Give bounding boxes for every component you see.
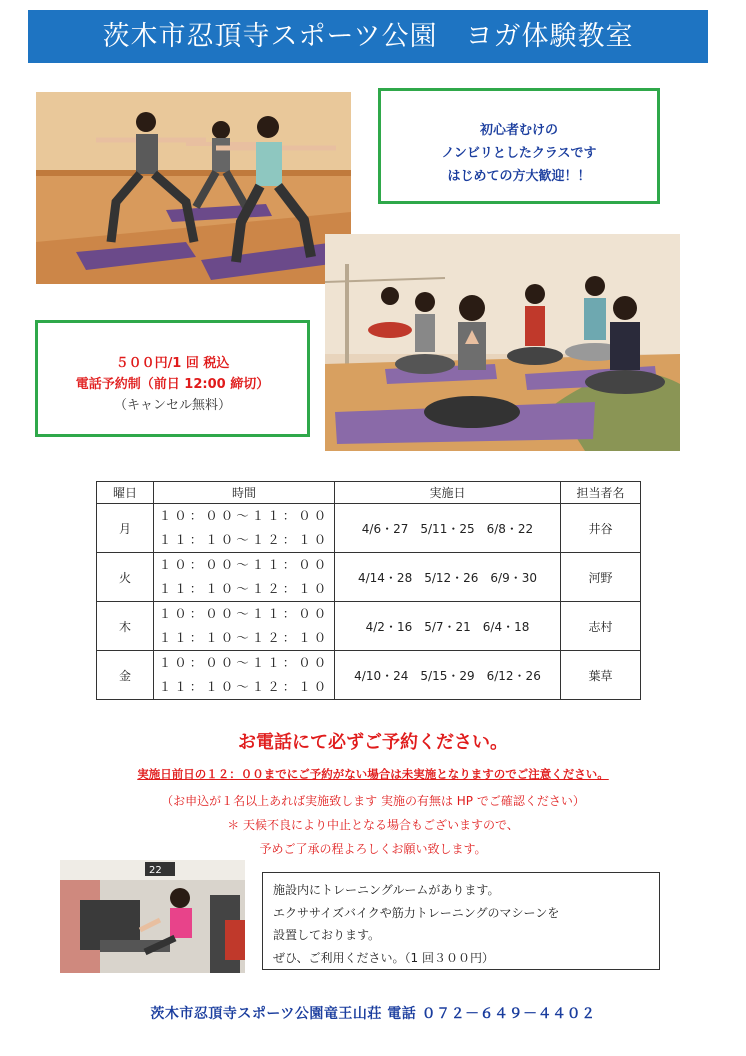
deadline-warning: 実施日前日の１２：００までにご予約がない場合は未実施となりますのでご注意ください。 — [137, 767, 609, 781]
time-slot: １１：１０～１２：１０ — [158, 630, 330, 645]
time-cell — [154, 504, 335, 553]
price-box — [35, 320, 310, 437]
time-cell — [154, 651, 335, 700]
schedule-header-row — [97, 482, 641, 504]
facility-line: ぜひ、ご利用ください。（1 回３００円） — [273, 950, 494, 965]
instructor-cell: 志村 — [561, 602, 641, 651]
table-row — [97, 602, 641, 651]
table-row — [97, 504, 641, 553]
reservation-text: 電話予約制（前日 12:00 締切） — [75, 377, 270, 392]
instructor-cell: 葉草 — [561, 651, 641, 700]
facility-info-box — [262, 872, 660, 970]
page-title: 茨木市忍頂寺スポーツ公園 ヨガ体験教室 — [28, 10, 708, 63]
yoga-seated-photo — [325, 234, 680, 451]
col-header-day: 曜日 — [97, 482, 154, 504]
contact-footer: 茨木市忍頂寺スポーツ公園竜王山荘 電話 ０７２－６４９－４４０２ — [150, 1006, 596, 1022]
cancel-text: （キャンセル無料） — [113, 398, 231, 413]
time-slot: １０：００～１１：００ — [158, 655, 330, 670]
time-slot: １０：００～１１：００ — [158, 557, 330, 572]
dates-cell: 4/10・24 5/15・29 6/12・26 — [335, 651, 561, 700]
intro-line: ノンビリとしたクラスです — [441, 146, 597, 161]
time-cell — [154, 553, 335, 602]
intro-line: 初心者むけの — [479, 123, 558, 138]
instructor-cell: 河野 — [561, 553, 641, 602]
intro-box — [378, 88, 660, 204]
intro-line: はじめての方大歓迎！！ — [447, 169, 591, 184]
fee-text: ５００円/1 回 税込 — [115, 356, 230, 371]
facility-line: エクササイズバイクや筋力トレーニングのマシーンを — [273, 905, 560, 920]
day-cell: 火 — [97, 553, 154, 602]
col-header-dates: 実施日 — [335, 482, 561, 504]
time-slot: １１：１０～１２：１０ — [158, 581, 330, 596]
gym-photo — [60, 860, 245, 973]
dates-cell: 4/6・27 5/11・25 6/8・22 — [335, 504, 561, 553]
gym-sign-number: 22 — [149, 865, 162, 876]
time-slot: １１：１０～１２：１０ — [158, 679, 330, 694]
day-cell: 月 — [97, 504, 154, 553]
col-header-instructor: 担当者名 — [561, 482, 641, 504]
time-slot: １１：１０～１２：１０ — [158, 532, 330, 547]
facility-line: 設置しております。 — [273, 928, 381, 942]
table-row — [97, 651, 641, 700]
minimum-notice: （お申込が１名以上あれば実施致します 実施の有無は HP でご確認ください） — [161, 794, 585, 808]
schedule-table — [96, 481, 641, 700]
facility-line: 施設内にトレーニングルームがあります。 — [273, 883, 500, 897]
day-cell: 金 — [97, 651, 154, 700]
time-slot: １０：００～１１：００ — [158, 606, 330, 621]
day-cell: 木 — [97, 602, 154, 651]
reservation-notice: お電話にて必ずご予約ください。 — [238, 732, 508, 753]
dates-cell: 4/14・28 5/12・26 6/9・30 — [335, 553, 561, 602]
dates-cell: 4/2・16 5/7・21 6/4・18 — [335, 602, 561, 651]
weather-notice: ＊ 天候不良により中止となる場合もございますので、 — [227, 818, 519, 832]
instructor-cell: 井谷 — [561, 504, 641, 553]
time-cell — [154, 602, 335, 651]
table-row — [97, 553, 641, 602]
time-slot: １０：００～１１：００ — [158, 508, 330, 523]
weather-notice-cont: 予めご了承の程よろしくお願い致します。 — [259, 842, 487, 856]
col-header-time: 時間 — [154, 482, 335, 504]
yoga-standing-photo — [36, 92, 351, 284]
